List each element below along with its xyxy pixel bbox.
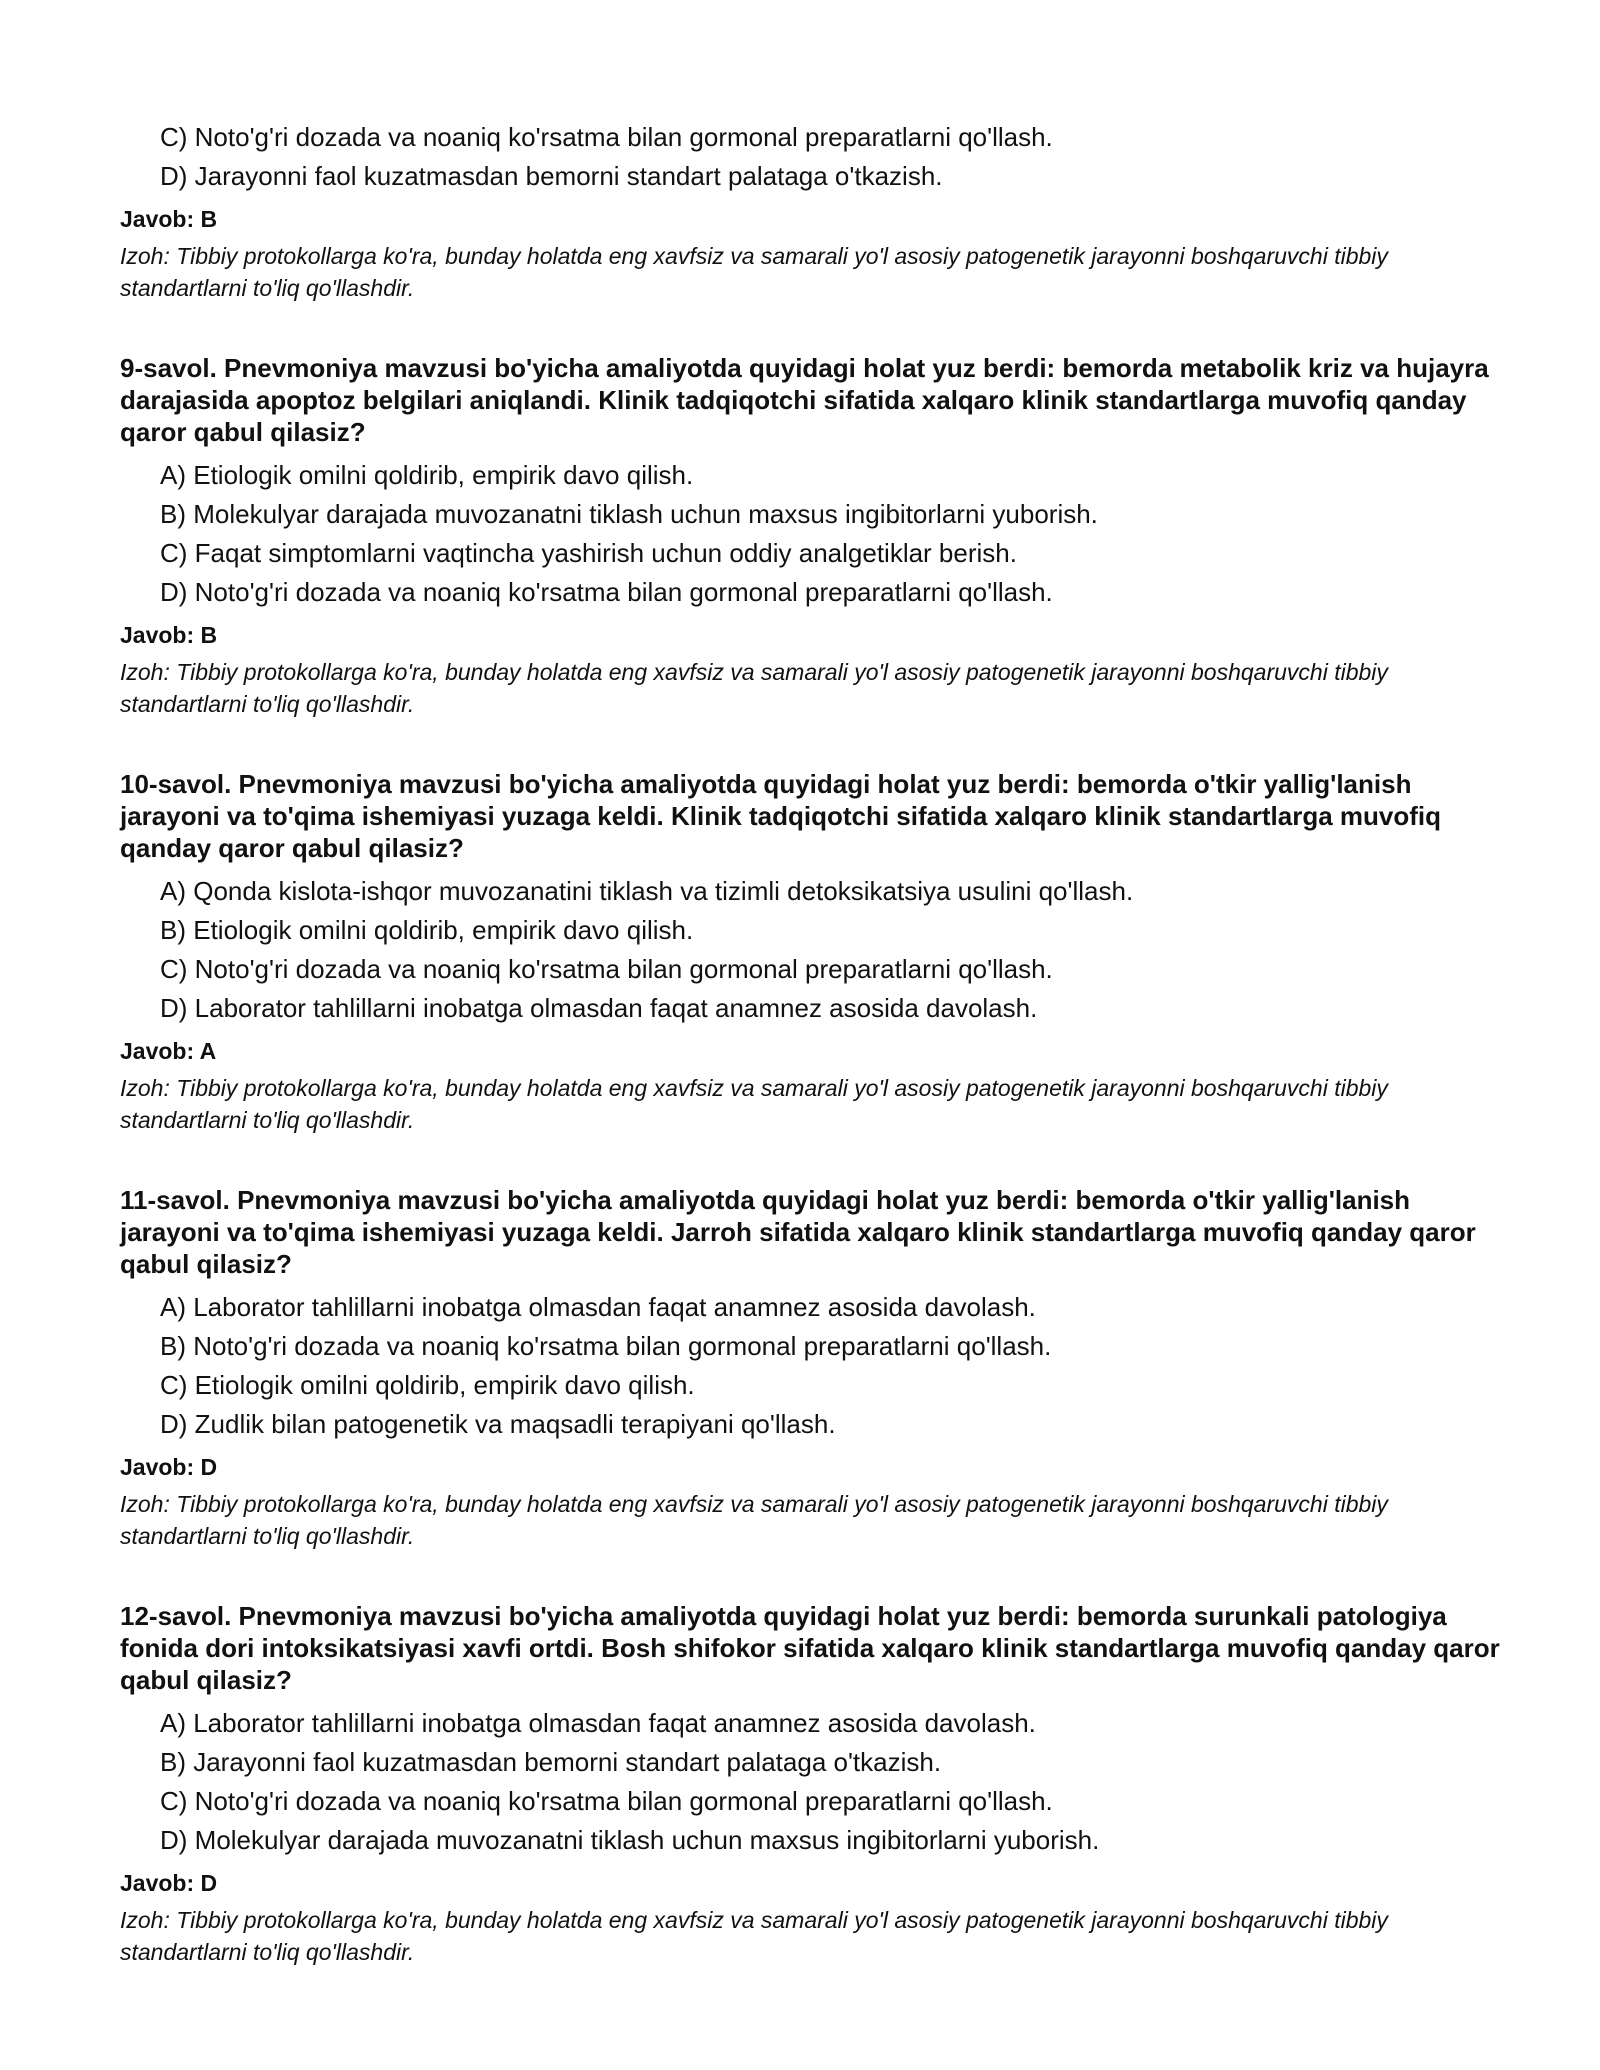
answer-option-c: C) Noto'g'ri dozada va noaniq ko'rsatma bilan gormonal preparatlarni qo'llash. <box>160 1786 1053 1816</box>
explanation-note: Izoh: Tibbiy protokollarga ko'ra, bunday holatda eng xavfsiz va samarali yo'l asosiy patogenetik jarayonni boshqaruvchi tibbiy standartlarni to'liq qo'llashdir. <box>120 1075 1388 1133</box>
answer-option-a: A) Laborator tahlillarni inobatga olmasdan faqat anamnez asosida davolash. <box>160 1292 1036 1322</box>
explanation-note: Izoh: Tibbiy protokollarga ko'ra, bunday holatda eng xavfsiz va samarali yo'l asosiy patogenetik jarayonni boshqaruvchi tibbiy standartlarni to'liq qo'llashdir. <box>120 1491 1388 1549</box>
question-title: 11-savol. Pnevmoniya mavzusi bo'yicha amaliyotda quyidagi holat yuz berdi: bemorda o'tkir yallig'lanish jarayoni va to'qima ishemiyasi yuzaga keldi. Jarroh sifatida xalqaro klinik standartlarga muvofiq qanday qaror qabul qilasiz? <box>120 1185 1476 1279</box>
correct-answer: Javob: B <box>120 622 218 648</box>
correct-answer: Javob: D <box>120 1870 218 1896</box>
question-title: 12-savol. Pnevmoniya mavzusi bo'yicha amaliyotda quyidagi holat yuz berdi: bemorda surunkali patologiya fonida dori intoksikatsiyasi xavfi ortdi. Bosh shifokor sifatida xalqaro klinik standartlarga muvofiq qanday qaror qabul qilasiz? <box>120 1601 1500 1695</box>
answer-option-b: B) Jarayonni faol kuzatmasdan bemorni standart palataga o'tkazish. <box>160 1747 942 1777</box>
question-10 <box>120 768 1500 1136</box>
question-title: 10-savol. Pnevmoniya mavzusi bo'yicha amaliyotda quyidagi holat yuz berdi: bemorda o'tkir yallig'lanish jarayoni va to'qima ishemiyasi yuzaga keldi. Klinik tadqiqotchi sifatida xalqaro klinik standartlarga muvofiq qanday qaror qabul qilasiz? <box>120 769 1441 863</box>
answer-option-c: C) Noto'g'ri dozada va noaniq ko'rsatma bilan gormonal preparatlarni qo'llash. <box>160 122 1053 152</box>
correct-answer: Javob: A <box>120 1038 217 1064</box>
question-9 <box>120 352 1500 720</box>
correct-answer: Javob: B <box>120 206 218 232</box>
question-title: 9-savol. Pnevmoniya mavzusi bo'yicha amaliyotda quyidagi holat yuz berdi: bemorda metabolik kriz va hujayra darajasida apoptoz belgilari aniqlandi. Klinik tadqiqotchi sifatida xalqaro klinik standartlarga muvofiq qanday qaror qabul qilasiz? <box>120 353 1489 447</box>
answer-option-c: C) Etiologik omilni qoldirib, empirik davo qilish. <box>160 1370 695 1400</box>
explanation-note: Izoh: Tibbiy protokollarga ko'ra, bunday holatda eng xavfsiz va samarali yo'l asosiy patogenetik jarayonni boshqaruvchi tibbiy standartlarni to'liq qo'llashdir. <box>120 243 1388 301</box>
carryover-question-block <box>120 118 1500 304</box>
explanation-note: Izoh: Tibbiy protokollarga ko'ra, bunday holatda eng xavfsiz va samarali yo'l asosiy patogenetik jarayonni boshqaruvchi tibbiy standartlarni to'liq qo'llashdir. <box>120 659 1388 717</box>
answer-option-b: B) Molekulyar darajada muvozanatni tiklash uchun maxsus ingibitorlarni yuborish. <box>160 499 1098 529</box>
answer-option-d: D) Jarayonni faol kuzatmasdan bemorni standart palataga o'tkazish. <box>160 161 943 191</box>
answer-option-d: D) Laborator tahlillarni inobatga olmasdan faqat anamnez asosida davolash. <box>160 993 1038 1023</box>
answer-option-d: D) Zudlik bilan patogenetik va maqsadli terapiyani qo'llash. <box>160 1409 836 1439</box>
answer-option-b: B) Etiologik omilni qoldirib, empirik davo qilish. <box>160 915 694 945</box>
question-11 <box>120 1184 1500 1552</box>
answer-option-a: A) Laborator tahlillarni inobatga olmasdan faqat anamnez asosida davolash. <box>160 1708 1036 1738</box>
document-page <box>120 118 1500 1968</box>
answer-option-c: C) Faqat simptomlarni vaqtincha yashirish uchun oddiy analgetiklar berish. <box>160 538 1017 568</box>
explanation-note: Izoh: Tibbiy protokollarga ko'ra, bunday holatda eng xavfsiz va samarali yo'l asosiy patogenetik jarayonni boshqaruvchi tibbiy standartlarni to'liq qo'llashdir. <box>120 1907 1388 1965</box>
question-12 <box>120 1600 1500 1968</box>
answer-option-a: A) Qonda kislota-ishqor muvozanatini tiklash va tizimli detoksikatsiya usulini qo'llash. <box>160 876 1134 906</box>
answer-option-d: D) Noto'g'ri dozada va noaniq ko'rsatma bilan gormonal preparatlarni qo'llash. <box>160 577 1053 607</box>
answer-option-c: C) Noto'g'ri dozada va noaniq ko'rsatma bilan gormonal preparatlarni qo'llash. <box>160 954 1053 984</box>
answer-option-d: D) Molekulyar darajada muvozanatni tiklash uchun maxsus ingibitorlarni yuborish. <box>160 1825 1100 1855</box>
answer-option-a: A) Etiologik omilni qoldirib, empirik davo qilish. <box>160 460 694 490</box>
answer-option-b: B) Noto'g'ri dozada va noaniq ko'rsatma bilan gormonal preparatlarni qo'llash. <box>160 1331 1052 1361</box>
correct-answer: Javob: D <box>120 1454 218 1480</box>
